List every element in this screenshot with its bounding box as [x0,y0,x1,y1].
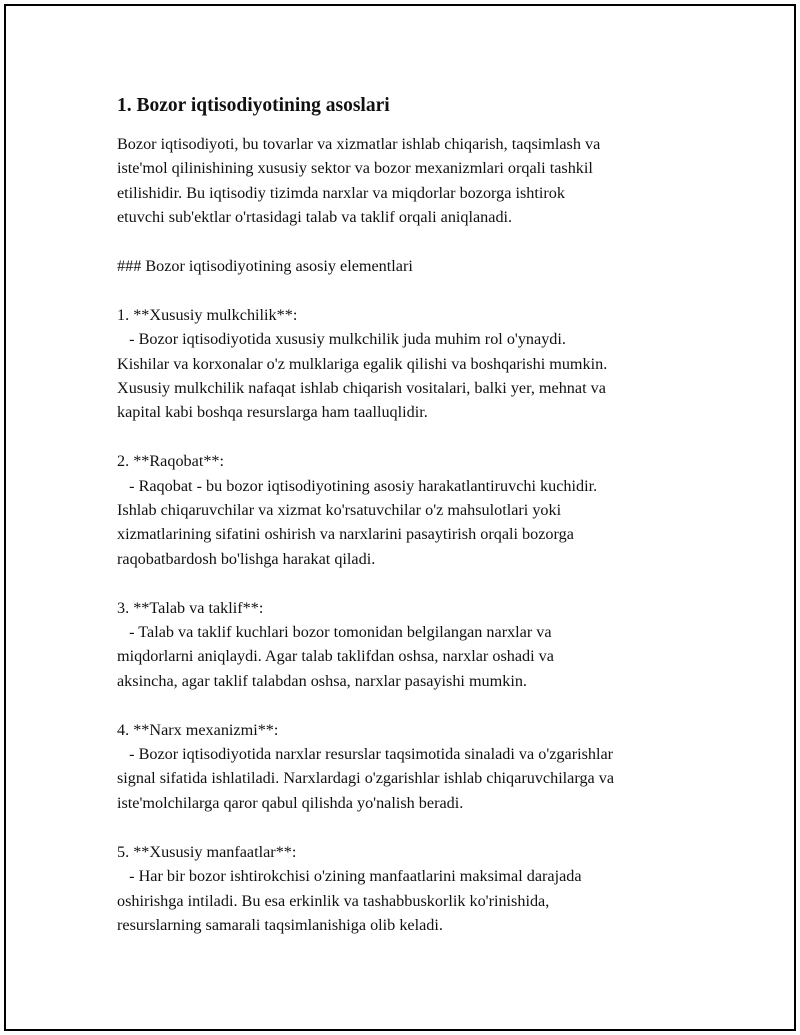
document-title: 1. Bozor iqtisodiyotining asoslari [117,95,390,116]
item-heading: 1. **Xususiy mulkchilik**: [117,305,298,324]
item-heading: 2. **Raqobat**: [117,452,225,471]
list-item [117,840,687,938]
item-body: - Raqobat - bu bozor iqtisodiyotining asosiy harakatlantiruvchi kuchidir. Ishlab chiqaruvchilar va xizmat ko'rsatuvchilar o'z mahsulotlari yoki xizmatlarining sifatini oshirish va narxlarini pasaytirish orqali bozorga raqobatbardosh bo'lishga harakat qiladi. [117,476,598,568]
section-heading: ### Bozor iqtisodiyotining asosiy elementlari [117,257,413,276]
item-heading: 5. **Xususiy manfaatlar**: [117,842,297,861]
spacer [117,693,687,717]
list-item [117,449,687,571]
spacer [117,425,687,449]
list-item [117,303,687,425]
spacer [117,571,687,595]
spacer [117,815,687,839]
intro-paragraph: Bozor iqtisodiyoti, bu tovarlar va xizmatlar ishlab chiqarish, taqsimlash va iste'mol qilinishining xususiy sektor va bozor mexanizmlari orqali tashkil etilishidir. Bu iqtisodiy tizimda narxlar va miqdorlar bozorga ishtirok etuvchi sub'ektlar o'rtasidagi talab va taklif orqali aniqlanadi. [117,135,601,227]
item-body: - Talab va taklif kuchlari bozor tomonidan belgilangan narxlar va miqdorlarni aniqlaydi. Agar talab taklifdan oshsa, narxlar oshadi va aksincha, agar taklif talabdan oshsa, narxlar pasayishi mumkin. [117,623,554,690]
item-heading: 3. **Talab va taklif**: [117,598,264,617]
item-body: - Har bir bozor ishtirokchisi o'zining manfaatlarini maksimal darajada oshirishga intiladi. Bu esa erkinlik va tashabbuskorlik ko'rinishida, resurslarning samarali taqsimlanishiga olib keladi. [117,867,582,934]
item-body: - Bozor iqtisodiyotida narxlar resurslar taqsimotida sinaladi va o'zgarishlar signal sifatida ishlatiladi. Narxlardagi o'zgarishlar ishlab chiqaruvchilarga va iste'molchilarga qaror qabul qilishda yo'nalish beradi. [117,745,615,812]
list-item [117,596,687,694]
item-body: - Bozor iqtisodiyotida xususiy mulkchilik juda muhim rol o'ynaydi. Kishilar va korxonalar o'z mulklariga egalik qilishi va boshqarishi mumkin. Xususiy mulkchilik nafaqat ishlab chiqarish vositalari, balki yer, mehnat va kapital kabi boshqa resurslarga ham taalluqlidir. [117,330,608,422]
spacer [117,278,687,302]
spacer [117,230,687,254]
list-item [117,718,687,816]
item-heading: 4. **Narx mexanizmi**: [117,720,279,739]
document-body [117,93,687,937]
